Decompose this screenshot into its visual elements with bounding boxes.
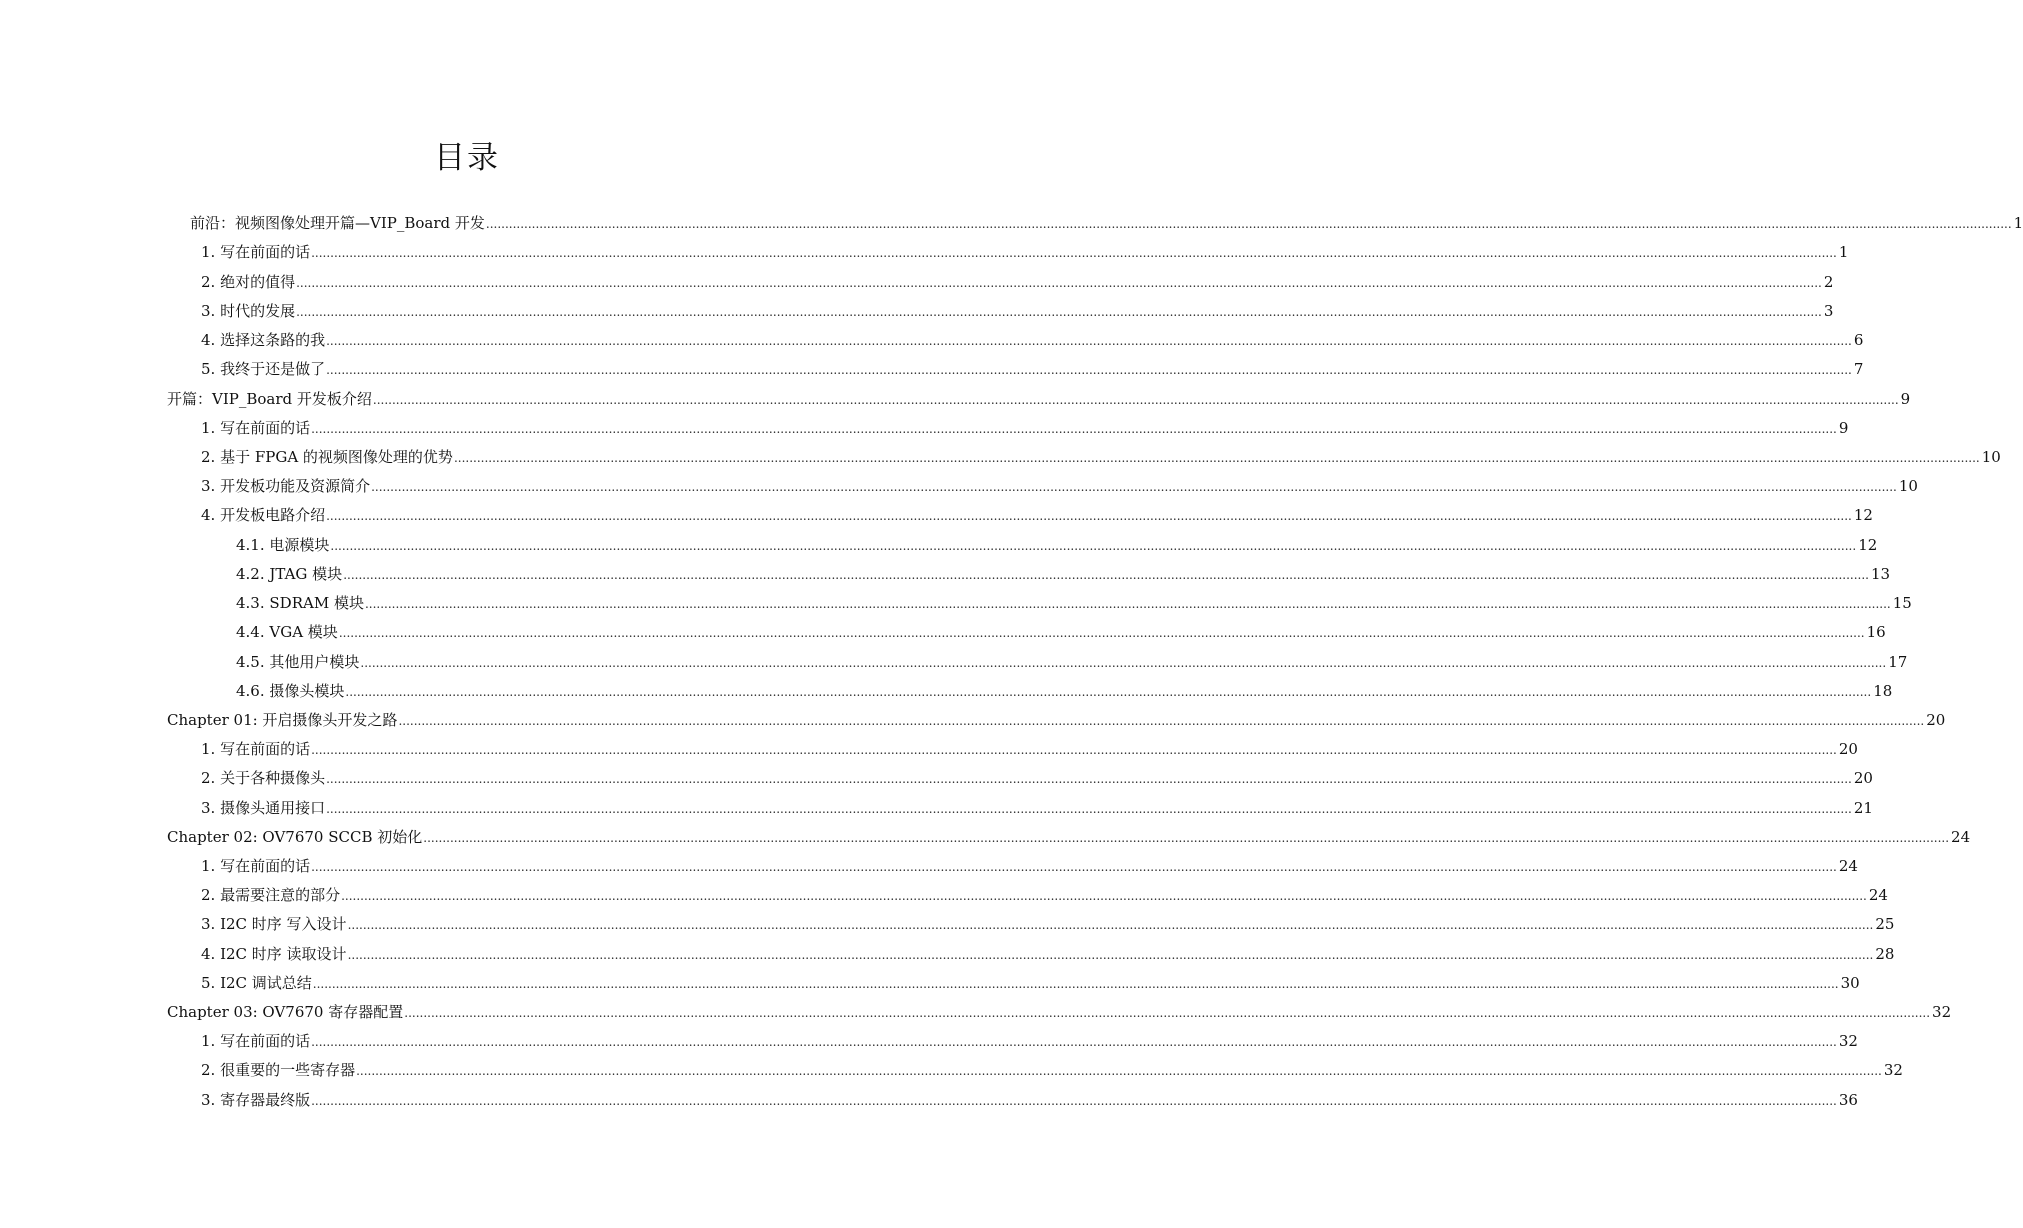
toc-dot-leader: ................................................................................................................................................................................................................................................................................................................................................................................................................ (296, 305, 1822, 319)
toc-dot-leader: ................................................................................................................................................................................................................................................................................................................................................................................................................ (311, 1035, 1837, 1049)
toc-dot-leader: ................................................................................................................................................................................................................................................................................................................................................................................................................ (312, 977, 1839, 991)
toc-dot-leader: ................................................................................................................................................................................................................................................................................................................................................................................................................ (296, 276, 1822, 290)
toc-entry-page-number: 10 (1898, 477, 1918, 495)
toc-dot-leader: ................................................................................................................................................................................................................................................................................................................................................................................................................ (453, 451, 1980, 465)
toc-entry-label: 2. 绝对的值得 (201, 273, 296, 291)
toc-entry-page-number: 21 (1853, 799, 1873, 817)
toc-dot-leader: ................................................................................................................................................................................................................................................................................................................................................................................................................ (326, 802, 1852, 816)
toc-entry[interactable] (201, 911, 1895, 937)
toc-entry-label: 4. 开发板电路介绍 (201, 506, 326, 524)
toc-entry-label: 4.1. 电源模块 (236, 536, 330, 554)
toc-entry-page-number: 12 (1858, 536, 1878, 554)
toc-entry[interactable] (201, 1028, 1858, 1054)
toc-entry[interactable] (201, 356, 1864, 382)
toc-entry-label: 3. I2C 时序 写入设计 (201, 915, 347, 933)
toc-entry-label: 4.5. 其他用户模块 (236, 653, 360, 671)
toc-dot-leader: ................................................................................................................................................................................................................................................................................................................................................................................................................ (326, 772, 1852, 786)
toc-entry[interactable] (201, 269, 1834, 295)
toc-entry-label: 4.4. VGA 模块 (236, 623, 338, 641)
toc-entry-page-number: 16 (1866, 623, 1886, 641)
toc-entry[interactable] (201, 882, 1888, 908)
toc-entry-label: 1. 写在前面的话 (201, 740, 311, 758)
page-title: 目录 (434, 140, 500, 176)
toc-entry[interactable] (236, 619, 1886, 645)
toc-entry[interactable] (201, 415, 1849, 441)
toc-dot-leader: ................................................................................................................................................................................................................................................................................................................................................................................................................ (343, 568, 1869, 582)
toc-dot-leader: ................................................................................................................................................................................................................................................................................................................................................................................................................ (311, 246, 1837, 260)
toc-entry-label: 2. 关于各种摄像头 (201, 769, 326, 787)
toc-entry-label: 3. 摄像头通用接口 (201, 799, 326, 817)
toc-entry-page-number: 3 (1823, 302, 1834, 320)
toc-entry-page-number: 20 (1926, 711, 1946, 729)
toc-entry[interactable] (236, 590, 1912, 616)
toc-dot-leader: ................................................................................................................................................................................................................................................................................................................................................................................................................ (360, 656, 1887, 670)
toc-entry[interactable] (167, 386, 1911, 412)
toc-dot-leader: ................................................................................................................................................................................................................................................................................................................................................................................................................ (485, 217, 2012, 231)
toc-entry-page-number: 32 (1883, 1061, 1903, 1079)
toc-dot-leader: ................................................................................................................................................................................................................................................................................................................................................................................................................ (326, 334, 1852, 348)
toc-entry-page-number: 15 (1892, 594, 1912, 612)
toc-entry[interactable] (201, 298, 1834, 324)
toc-entry-label: Chapter 02: OV7670 SCCB 初始化 (167, 828, 423, 846)
toc-entry-label: 5. 我终于还是做了 (201, 360, 326, 378)
toc-dot-leader: ................................................................................................................................................................................................................................................................................................................................................................................................................ (364, 597, 1891, 611)
toc-entry-label: 4.6. 摄像头模块 (236, 682, 345, 700)
toc-entry[interactable] (236, 561, 1891, 587)
toc-entry-label: 4.3. SDRAM 模块 (236, 594, 364, 612)
toc-entry-page-number: 9 (1900, 390, 1911, 408)
toc-entry-label: 4. I2C 时序 读取设计 (201, 945, 347, 963)
toc-dot-leader: ................................................................................................................................................................................................................................................................................................................................................................................................................ (398, 714, 1925, 728)
toc-dot-leader: ................................................................................................................................................................................................................................................................................................................................................................................................................ (311, 422, 1837, 436)
toc-entry-label: 3. 寄存器最终版 (201, 1091, 311, 1109)
toc-entry-label: 4.2. JTAG 模块 (236, 565, 343, 583)
toc-dot-leader: ................................................................................................................................................................................................................................................................................................................................................................................................................ (326, 509, 1852, 523)
toc-entry-page-number: 30 (1840, 974, 1860, 992)
toc-entry-page-number: 36 (1838, 1091, 1858, 1109)
toc-entry-page-number: 13 (1870, 565, 1891, 583)
toc-entry-page-number: 17 (1888, 653, 1908, 671)
toc-dot-leader: ................................................................................................................................................................................................................................................................................................................................................................................................................ (311, 743, 1837, 757)
toc-entry-label: 5. I2C 调试总结 (201, 974, 312, 992)
toc-entry[interactable] (201, 327, 1864, 353)
toc-entry-label: 4. 选择这条路的我 (201, 331, 326, 349)
toc-entry[interactable] (201, 765, 1873, 791)
toc-dot-leader: ................................................................................................................................................................................................................................................................................................................................................................................................................ (356, 1064, 1882, 1078)
toc-entry-page-number: 2 (1823, 273, 1834, 291)
toc-entry-page-number: 6 (1853, 331, 1864, 349)
toc-entry[interactable] (201, 1057, 1903, 1083)
toc-dot-leader: ................................................................................................................................................................................................................................................................................................................................................................................................................ (311, 860, 1837, 874)
toc-dot-leader: ................................................................................................................................................................................................................................................................................................................................................................................................................ (330, 539, 1857, 553)
toc-entry[interactable] (201, 853, 1858, 879)
toc-entry-page-number: 1 (1838, 243, 1849, 261)
toc-entry[interactable] (167, 824, 1971, 850)
toc-entry[interactable] (201, 970, 1860, 996)
toc-dot-leader: ................................................................................................................................................................................................................................................................................................................................................................................................................ (404, 1006, 1931, 1020)
toc-entry[interactable] (167, 707, 1946, 733)
toc-entry-label: 开篇：VIP_Board 开发板介绍 (167, 390, 372, 408)
toc-entry[interactable] (201, 239, 1849, 265)
toc-entry-label: 1. 写在前面的话 (201, 1032, 311, 1050)
toc-dot-leader: ................................................................................................................................................................................................................................................................................................................................................................................................................ (423, 831, 1950, 845)
toc-entry-page-number: 7 (1853, 360, 1864, 378)
toc-entry[interactable] (201, 941, 1895, 967)
toc-entry-page-number: 32 (1932, 1003, 1952, 1021)
toc-entry-label: 3. 时代的发展 (201, 302, 296, 320)
toc-entry-label: Chapter 03: OV7670 寄存器配置 (167, 1003, 404, 1021)
toc-entry[interactable] (167, 999, 1952, 1025)
toc-dot-leader: ................................................................................................................................................................................................................................................................................................................................................................................................................ (345, 685, 1872, 699)
toc-entry-page-number: 9 (1838, 419, 1849, 437)
toc-entry-page-number: 24 (1951, 828, 1971, 846)
toc-dot-leader: ................................................................................................................................................................................................................................................................................................................................................................................................................ (338, 626, 1865, 640)
toc-entry-label: 1. 写在前面的话 (201, 419, 311, 437)
toc-entry[interactable] (201, 502, 1873, 528)
toc-entry-label: 3. 开发板功能及资源简介 (201, 477, 371, 495)
toc-entry[interactable] (190, 210, 2023, 236)
toc-entry-page-number: 20 (1853, 769, 1873, 787)
toc-entry[interactable] (236, 649, 1908, 675)
toc-entry[interactable] (236, 532, 1878, 558)
toc-dot-leader: ................................................................................................................................................................................................................................................................................................................................................................................................................ (372, 393, 1899, 407)
toc-entry[interactable] (236, 678, 1893, 704)
toc-entry-page-number: 12 (1853, 506, 1873, 524)
toc-entry-label: 前沿：视频图像处理开篇—VIP_Board 开发 (190, 214, 485, 232)
toc-entry-page-number: 18 (1873, 682, 1893, 700)
toc-entry-page-number: 1 (2013, 214, 2023, 232)
toc-dot-leader: ................................................................................................................................................................................................................................................................................................................................................................................................................ (326, 363, 1852, 377)
toc-entry-label: 1. 写在前面的话 (201, 243, 311, 261)
toc-entry-label: 2. 基于 FPGA 的视频图像处理的优势 (201, 448, 453, 466)
toc-entry-page-number: 32 (1838, 1032, 1858, 1050)
toc-entry-page-number: 10 (1981, 448, 2001, 466)
toc-entry-page-number: 20 (1838, 740, 1858, 758)
toc-entry-label: Chapter 01: 开启摄像头开发之路 (167, 711, 398, 729)
toc-dot-leader: ................................................................................................................................................................................................................................................................................................................................................................................................................ (371, 480, 1897, 494)
toc-dot-leader: ................................................................................................................................................................................................................................................................................................................................................................................................................ (311, 1094, 1837, 1108)
toc-entry-page-number: 24 (1838, 857, 1858, 875)
toc-dot-leader: ................................................................................................................................................................................................................................................................................................................................................................................................................ (347, 918, 1874, 932)
toc-entry-page-number: 25 (1875, 915, 1895, 933)
toc-dot-leader: ................................................................................................................................................................................................................................................................................................................................................................................................................ (341, 889, 1867, 903)
toc-entry-page-number: 24 (1868, 886, 1888, 904)
toc-entry-label: 1. 写在前面的话 (201, 857, 311, 875)
toc-entry[interactable] (201, 736, 1858, 762)
toc-entry[interactable] (201, 473, 1918, 499)
toc-entry[interactable] (201, 444, 2001, 470)
toc-entry[interactable] (201, 795, 1873, 821)
toc-entry-label: 2. 很重要的一些寄存器 (201, 1061, 356, 1079)
toc-dot-leader: ................................................................................................................................................................................................................................................................................................................................................................................................................ (347, 948, 1874, 962)
toc-entry-page-number: 28 (1875, 945, 1895, 963)
toc-entry-label: 2. 最需要注意的部分 (201, 886, 341, 904)
toc-entry[interactable] (201, 1087, 1858, 1113)
